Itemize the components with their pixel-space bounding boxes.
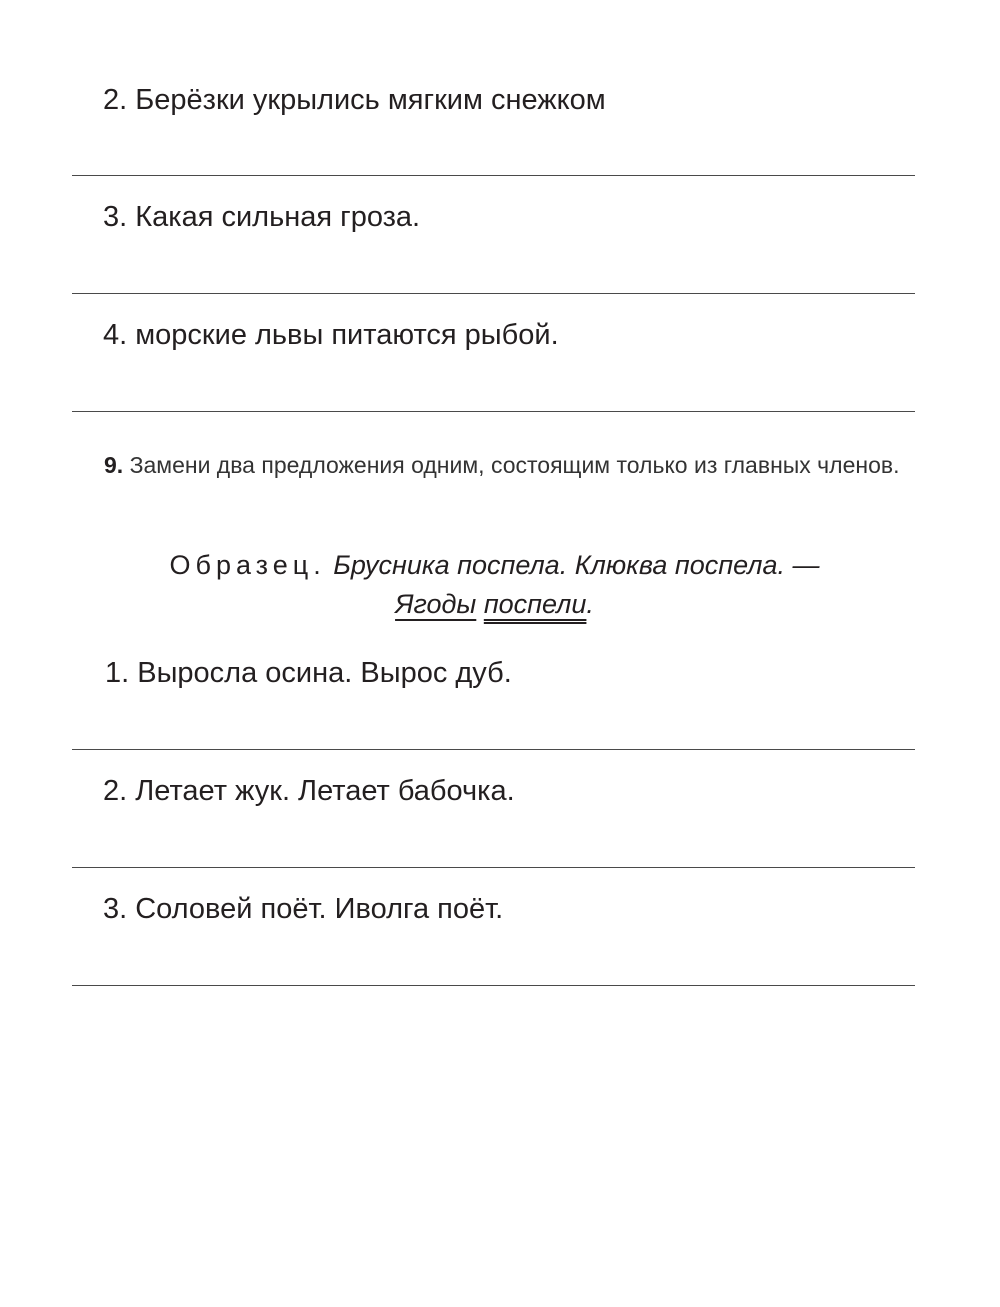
sample-label: Образец.	[169, 550, 326, 580]
answer-line[interactable]	[72, 867, 915, 868]
sample-end-punctuation: .	[586, 589, 594, 619]
task-text: Замени два предложения одним, состоящим только из главных членов.	[129, 452, 900, 478]
sentence-item-3: 3. Какая сильная гроза.	[103, 201, 421, 233]
task-9-item-3: 3. Соловей поёт. Иволга поёт.	[103, 893, 504, 925]
task-9-instruction	[72, 449, 917, 482]
sample-predicate: поспели	[483, 589, 587, 619]
sentence-item-4: 4. морские львы питаются рыбой.	[103, 319, 559, 351]
answer-line[interactable]	[72, 411, 915, 412]
sentence-item-2: 2. Берёзки укрылись мягким снежком	[103, 84, 606, 116]
answer-line[interactable]	[72, 985, 915, 986]
answer-line[interactable]	[72, 293, 915, 294]
sample-subject: Ягоды	[395, 589, 477, 619]
task-9-item-2: 2. Летает жук. Летает бабочка.	[103, 775, 515, 807]
answer-line[interactable]	[72, 175, 915, 176]
task-9-item-1: 1. Выросла осина. Вырос дуб.	[105, 657, 512, 689]
sample-block	[72, 546, 917, 624]
answer-line[interactable]	[72, 749, 915, 750]
task-number: 9.	[104, 452, 124, 478]
sample-sentences: Брусника поспела. Клюква поспела. —	[333, 550, 820, 580]
